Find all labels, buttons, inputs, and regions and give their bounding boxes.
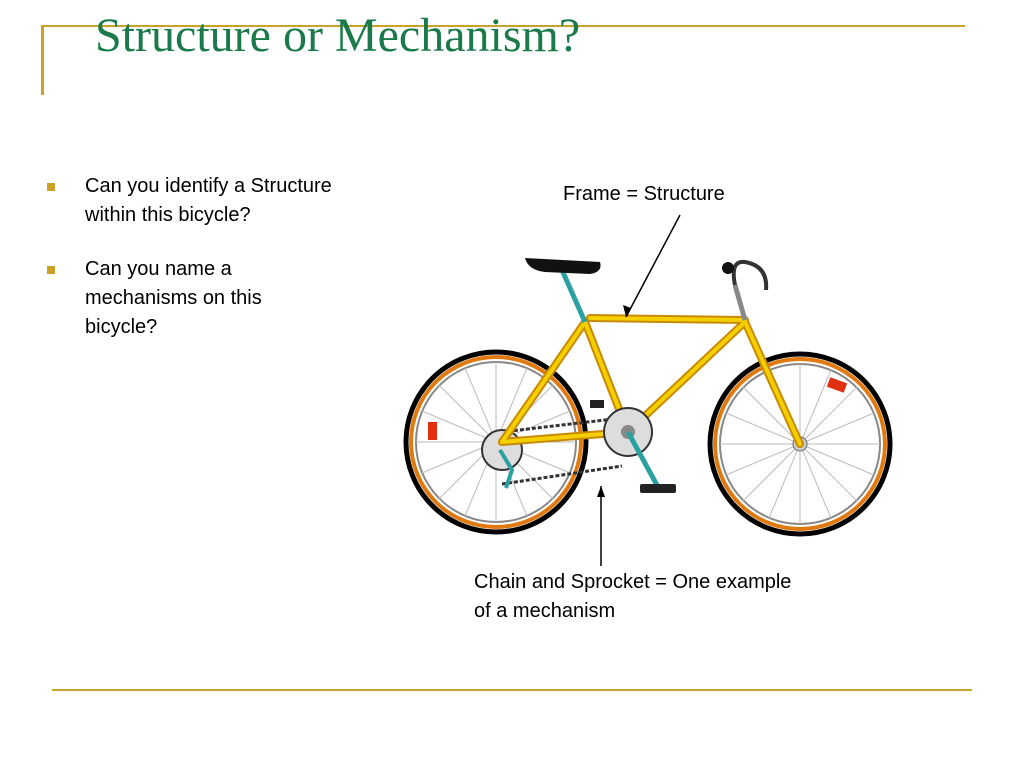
- frame-label: Frame = Structure: [563, 183, 725, 205]
- chain-pointer-arrowhead: [597, 486, 605, 497]
- bullet-item: [45, 255, 335, 342]
- bicycle-illustration: [380, 200, 940, 580]
- upper-pedal: [590, 400, 604, 408]
- handlebar: [734, 262, 766, 290]
- handlebar-grip: [722, 262, 734, 274]
- handlebar-stem: [735, 285, 745, 320]
- rear-reflector: [428, 422, 437, 440]
- bottom-rule: [52, 689, 972, 691]
- frame-pointer-line: [626, 215, 680, 317]
- bullet-text: Can you identify a Structure within this bicycle?: [85, 175, 332, 226]
- bullet-list: [45, 172, 335, 367]
- pedal: [640, 484, 676, 493]
- bicycle-seat: [525, 258, 601, 274]
- bullet-item: [45, 172, 335, 230]
- square-bullet-icon: [47, 183, 55, 191]
- slide-title: Structure or Mechanism?: [95, 9, 581, 62]
- bullet-text: Can you name a mechanisms on this bicycle?: [85, 258, 262, 338]
- chain-label: Chain and Sprocket = One example of a mechanism: [474, 571, 792, 622]
- title-rule-left: [41, 25, 44, 95]
- seat-post: [562, 270, 585, 322]
- square-bullet-icon: [47, 266, 55, 274]
- front-reflector: [827, 377, 847, 393]
